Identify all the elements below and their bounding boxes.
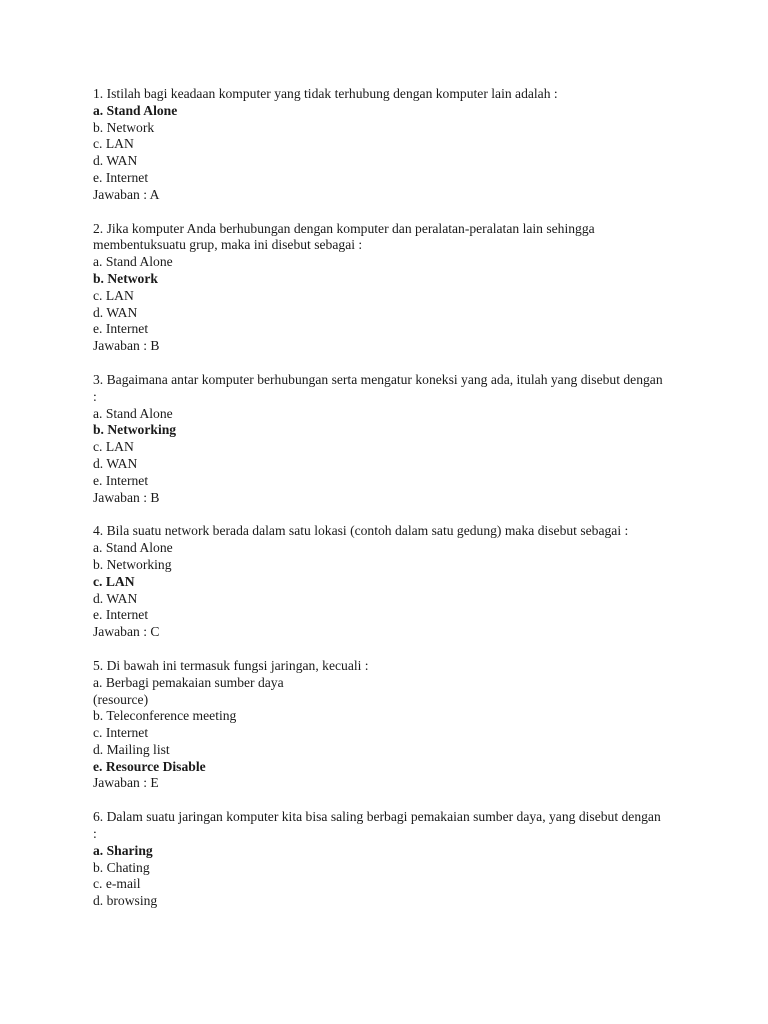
question-prompt: 1. Istilah bagi keadaan komputer yang tidak terhubung dengan komputer lain adalah : xyxy=(93,86,558,101)
answer-option: d. browsing xyxy=(93,893,158,909)
question-prompt: 6. Dalam suatu jaringan komputer kita bisa saling berbagi pemakaian sumber daya, yang disebut dengan : xyxy=(93,809,661,842)
answer-option: b. Network xyxy=(93,119,155,135)
answer-option: a. Stand Alone xyxy=(93,405,173,421)
question-1 xyxy=(93,86,663,204)
correct-option: b. Network xyxy=(93,270,158,286)
question-4 xyxy=(93,523,663,641)
question-2 xyxy=(93,221,663,355)
answer-option: e. Internet xyxy=(93,472,149,488)
question-prompt: 4. Bila suatu network berada dalam satu lokasi (contoh dalam satu gedung) maka disebut sebagai : xyxy=(93,523,629,539)
answer-key: Jawaban : C xyxy=(93,624,160,640)
answer-key: Jawaban : A xyxy=(93,186,160,202)
answer-key: Jawaban : E xyxy=(93,775,159,791)
answer-option: d. WAN xyxy=(93,590,138,606)
answer-option: d. WAN xyxy=(93,455,138,471)
quiz-content xyxy=(93,86,663,927)
answer-key: Jawaban : B xyxy=(93,338,160,354)
answer-option: c. e-mail xyxy=(93,876,141,892)
answer-option: a. Stand Alone xyxy=(93,540,173,556)
answer-option: e. Internet xyxy=(93,607,149,623)
answer-key: Jawaban : B xyxy=(93,489,160,505)
answer-option: b. Teleconference meeting xyxy=(93,708,237,724)
question-5 xyxy=(93,658,663,792)
answer-option: a. Berbagi pemakaian sumber daya xyxy=(93,674,284,690)
correct-option: c. LAN xyxy=(93,573,135,589)
answer-option: c. LAN xyxy=(93,136,134,152)
correct-option: b. Networking xyxy=(93,422,177,438)
question-6 xyxy=(93,809,663,910)
answer-option: d. WAN xyxy=(93,153,138,169)
answer-option: b. Networking xyxy=(93,556,172,572)
correct-option: e. Resource Disable xyxy=(93,758,206,774)
question-prompt: 2. Jika komputer Anda berhubungan dengan komputer dan peralatan-peralatan lain sehingga membentuksuatu grup, maka ini disebut sebagai : xyxy=(93,220,595,253)
answer-option: d. Mailing list xyxy=(93,741,170,757)
answer-option: (resource) xyxy=(93,691,149,707)
correct-option: a. Stand Alone xyxy=(93,102,178,118)
answer-option: b. Chating xyxy=(93,859,150,875)
answer-option: e. Internet xyxy=(93,321,149,337)
answer-option: c. LAN xyxy=(93,439,134,455)
correct-option: a. Sharing xyxy=(93,842,153,858)
question-prompt: 5. Di bawah ini termasuk fungsi jaringan, kecuali : xyxy=(93,657,369,673)
answer-option: a. Stand Alone xyxy=(93,254,173,270)
question-3 xyxy=(93,372,663,506)
answer-option: c. Internet xyxy=(93,725,149,741)
question-prompt: 3. Bagaimana antar komputer berhubungan serta mengatur koneksi yang ada, itulah yang disebut dengan : xyxy=(93,371,663,404)
answer-option: c. LAN xyxy=(93,287,134,303)
answer-option: d. WAN xyxy=(93,304,138,320)
answer-option: e. Internet xyxy=(93,169,149,185)
